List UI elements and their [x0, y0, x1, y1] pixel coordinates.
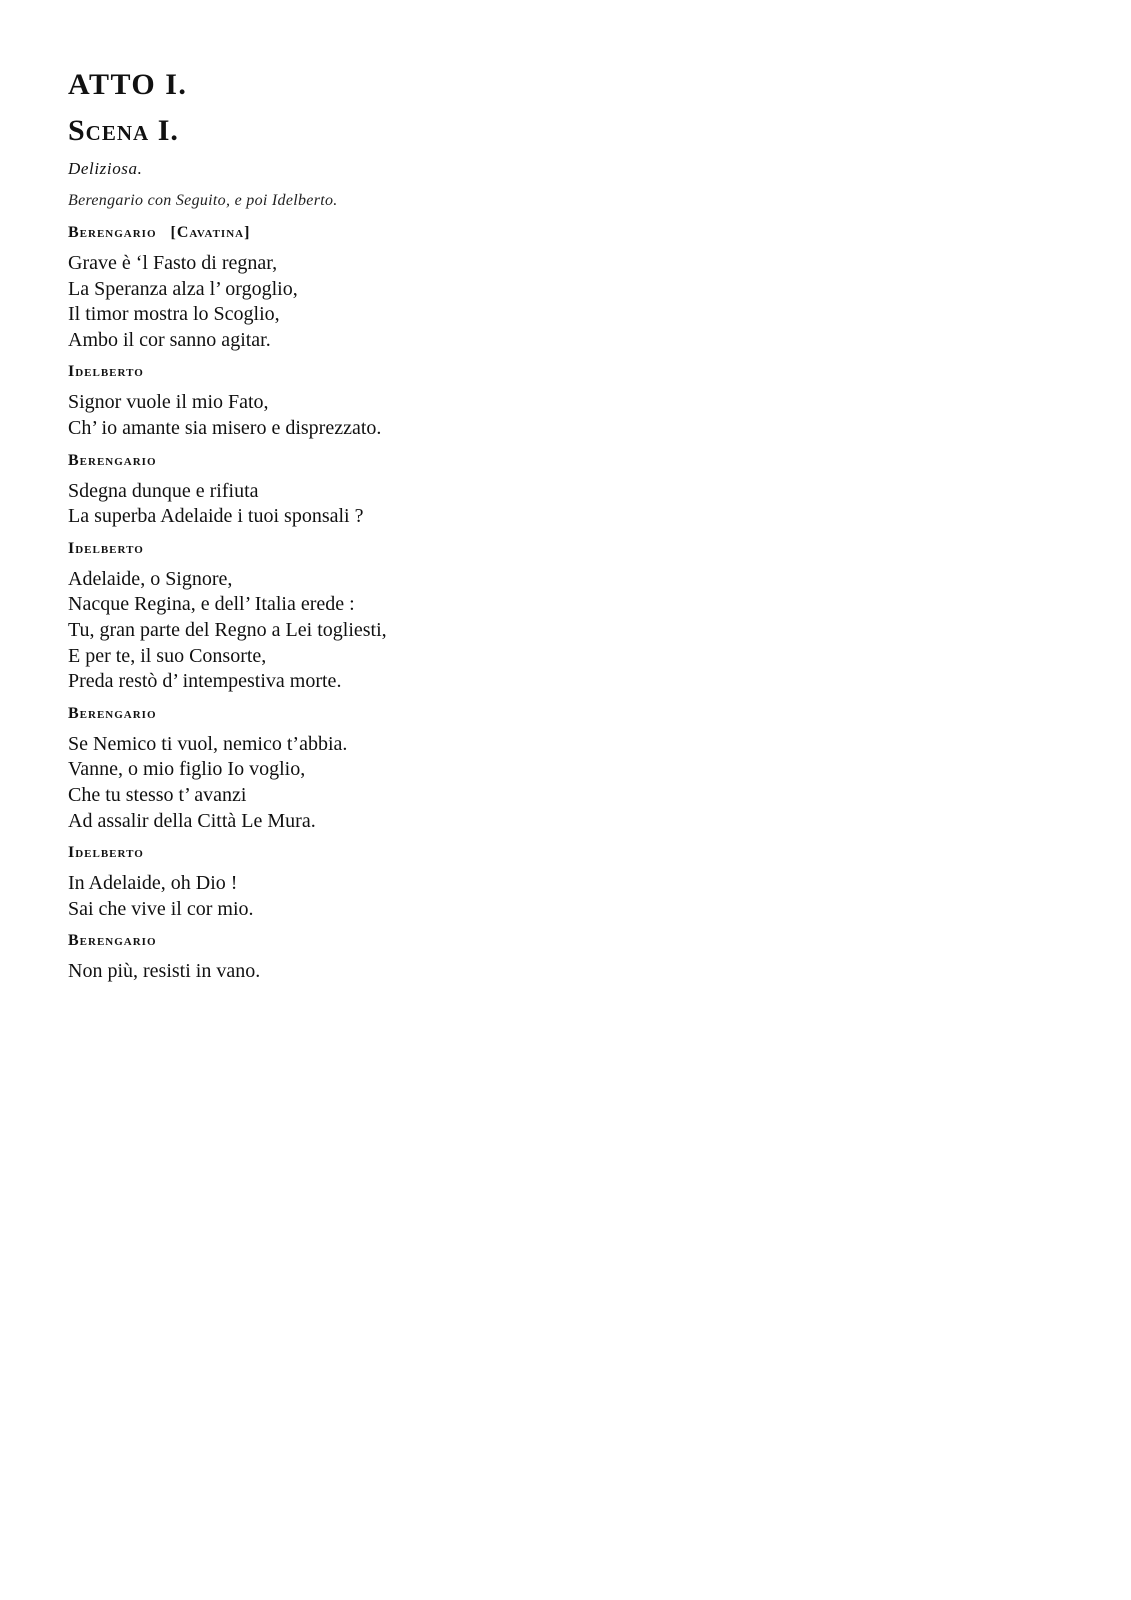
verse-lines [68, 479, 1068, 530]
verse-line: Ad assalir della Città Le Mura. [68, 809, 316, 832]
speaker-name [68, 842, 1068, 864]
verse-line: Nacque Regina, e dell’ Italia erede : [68, 593, 355, 616]
verse-line: Sai che vive il cor mio. [68, 897, 254, 920]
speaker-label: Berengario [68, 451, 157, 469]
speaker-label: Berengario [68, 932, 157, 950]
speaker-label: Berengario [68, 224, 157, 241]
verse-line: Signor vuole il mio Fato, [68, 391, 269, 414]
speech-block [68, 703, 1068, 834]
verse-lines [68, 390, 1068, 441]
verse-lines [68, 871, 1068, 922]
dialogue [68, 222, 1068, 985]
speaker-label: Idelberto [68, 844, 144, 862]
verse-line: Sdegna dunque e rifiuta [68, 479, 259, 502]
speaker-name [68, 538, 1068, 560]
verse-lines [68, 959, 1068, 985]
verse-line: Che tu stesso t’ avanzi [68, 783, 247, 806]
verse-lines [68, 567, 1068, 695]
verse-lines [68, 732, 1068, 834]
verse-line: Se Nemico ti vuol, nemico t’abbia. [68, 732, 348, 755]
speaker-name [68, 222, 1068, 244]
verse-line: Il timor mostra lo Scoglio, [68, 303, 280, 326]
speaker-name [68, 703, 1068, 725]
verse-line: Preda restò d’ intempestiva morte. [68, 670, 342, 693]
speaker-name [68, 361, 1068, 383]
verse-line: Vanne, o mio figlio Io voglio, [68, 758, 306, 781]
verse-line: Non più, resisti in vano. [68, 960, 261, 983]
speech-block [68, 930, 1068, 985]
verse-line: La superba Adelaide i tuoi sponsali ? [68, 505, 364, 528]
speaker-name [68, 930, 1068, 952]
verse-line: Grave è ‘l Fasto di regnar, [68, 252, 278, 274]
musical-number-note: [Cavatina] [170, 224, 251, 241]
libretto-page [68, 68, 1068, 993]
speech-block [68, 842, 1068, 922]
speaker-label: Idelberto [68, 363, 144, 381]
speaker-label: Idelberto [68, 539, 144, 557]
scene-title: Scena I. [68, 114, 179, 147]
verse-line: Adelaide, o Signore, [68, 567, 233, 590]
speech-block [68, 361, 1068, 441]
verse-line: La Speranza alza l’ orgoglio, [68, 277, 298, 300]
verse-line: In Adelaide, oh Dio ! [68, 872, 238, 895]
verse-line: E per te, il suo Consorte, [68, 644, 267, 667]
scene-setting: Deliziosa. [68, 159, 143, 178]
stage-direction: Berengario con Seguito, e poi Idelberto. [68, 192, 338, 209]
speech-block [68, 222, 1068, 353]
verse-line: Tu, gran parte del Regno a Lei togliesti, [68, 618, 387, 641]
verse-line: Ch’ io amante sia misero e disprezzato. [68, 416, 382, 439]
speech-block [68, 538, 1068, 695]
act-title: ATTO I. [68, 68, 188, 101]
verse-line: Ambo il cor sanno agitar. [68, 328, 271, 351]
speaker-name [68, 450, 1068, 472]
speaker-label: Berengario [68, 704, 157, 722]
verse-lines [68, 251, 1068, 353]
speech-block [68, 450, 1068, 530]
